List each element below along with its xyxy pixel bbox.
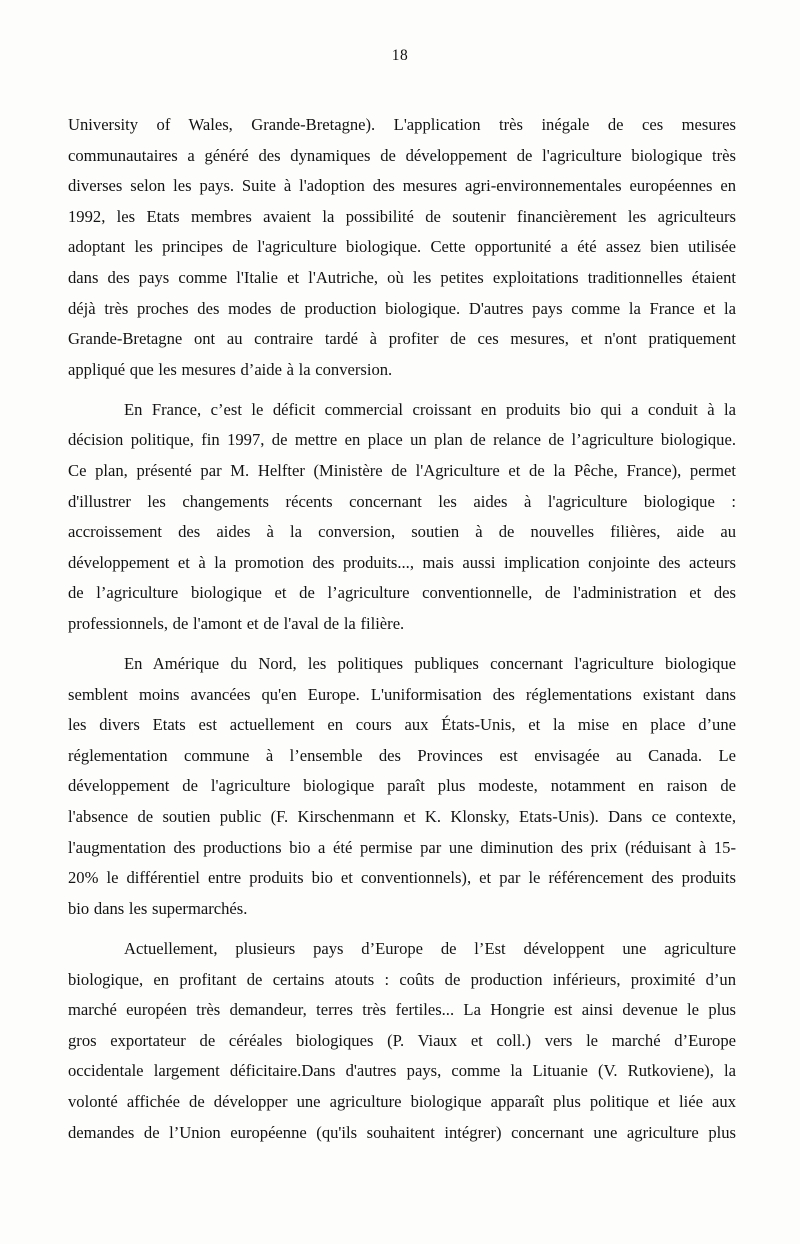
text-line: 1992, les Etats membres avaient la possibilité de soutenir financièrement les agriculteurs [68,206,736,226]
paragraph [68,934,736,1148]
text-line: diverses selon les pays. Suite à l'adoption des mesures agri-environnementales européennes en [68,176,736,196]
text-line: marché européen très demandeur, terres très fertiles... La Hongrie est ainsi devenue le plus [68,1000,736,1020]
text-line: semblent moins avancées qu'en Europe. L'uniformisation des réglementations existant dans [68,684,736,704]
text-line: Ce plan, présenté par M. Helfter (Ministère de l'Agriculture et de la Pêche, France), permet [68,461,736,481]
text-line: développement de l'agriculture biologique paraît plus modeste, notamment en raison de [68,776,736,796]
text-line: demandes de l’Union européenne (qu'ils souhaitent intégrer) concernant une agriculture plus [68,1122,736,1142]
text-line: accroissement des aides à la conversion, soutien à de nouvelles filières, aide au [68,522,736,542]
text-line: En Amérique du Nord, les politiques publiques concernant l'agriculture biologique [124,654,736,674]
text-line: bio dans les supermarchés. [68,898,248,918]
text-line: adoptant les principes de l'agriculture biologique. Cette opportunité a été assez bien utilisée [68,237,736,257]
text-line: University of Wales, Grande-Bretagne). L'application très inégale de ces mesures [68,115,736,134]
text-line: dans des pays comme l'Italie et l'Autriche, où les petites exploitations traditionnelles étaient [68,267,736,287]
text-line: développement et à la promotion des produits..., mais aussi implication conjointe des acteurs [68,552,736,572]
text-line: professionnels, de l'amont et de l'aval de la filière. [68,614,405,633]
text-line: Grande-Bretagne ont au contraire tardé à profiter de ces mesures, et n'ont pratiquement [68,329,736,349]
text-body [68,110,736,1158]
text-line: biologique, en profitant de certains atouts : coûts de production inférieurs, proximité d’un [68,969,736,989]
text-line: volonté affichée de développer une agriculture biologique apparaît plus politique et liée aux [68,1091,736,1111]
paragraph [68,649,736,924]
page-number: 18 [391,47,409,64]
text-line: les divers Etats est actuellement en cours aux États-Unis, et la mise en place d’une [68,715,736,735]
paragraph [68,395,736,640]
text-line: communautaires a généré des dynamiques de développement de l'agriculture biologique très [68,145,736,165]
text-line: appliqué que les mesures d’aide à la conversion. [68,359,393,379]
text-line: d'illustrer les changements récents concernant les aides à l'agriculture biologique : [68,491,736,511]
text-line: En France, c’est le déficit commercial croissant en produits bio qui a conduit à la [124,399,736,419]
text-line: réglementation commune à l’ensemble des Provinces est envisagée au Canada. Le [68,745,736,765]
text-line: déjà très proches des modes de production biologique. D'autres pays comme la France et la [68,298,736,318]
text-line: occidentale largement déficitaire.Dans d'autres pays, comme la Lituanie (V. Rutkoviene), la [68,1061,736,1081]
paragraph [68,110,736,385]
text-line: décision politique, fin 1997, de mettre en place un plan de relance de l’agriculture biologique. [68,430,736,450]
text-line: l'absence de soutien public (F. Kirschenmann et K. Klonsky, Etats-Unis). Dans ce contexte, [68,807,736,827]
text-line: de l’agriculture biologique et de l’agriculture conventionnelle, de l'administration et des [68,583,736,603]
text-line: gros exportateur de céréales biologiques (P. Viaux et coll.) vers le marché d’Europe [68,1030,736,1050]
text-line: l'augmentation des productions bio a été permise par une diminution des prix (réduisant à 15- [68,837,736,857]
text-line: 20% le différentiel entre produits bio et conventionnels), et par le référencement des produits [68,868,736,888]
text-line: Actuellement, plusieurs pays d’Europe de l’Est développent une agriculture [124,938,736,958]
